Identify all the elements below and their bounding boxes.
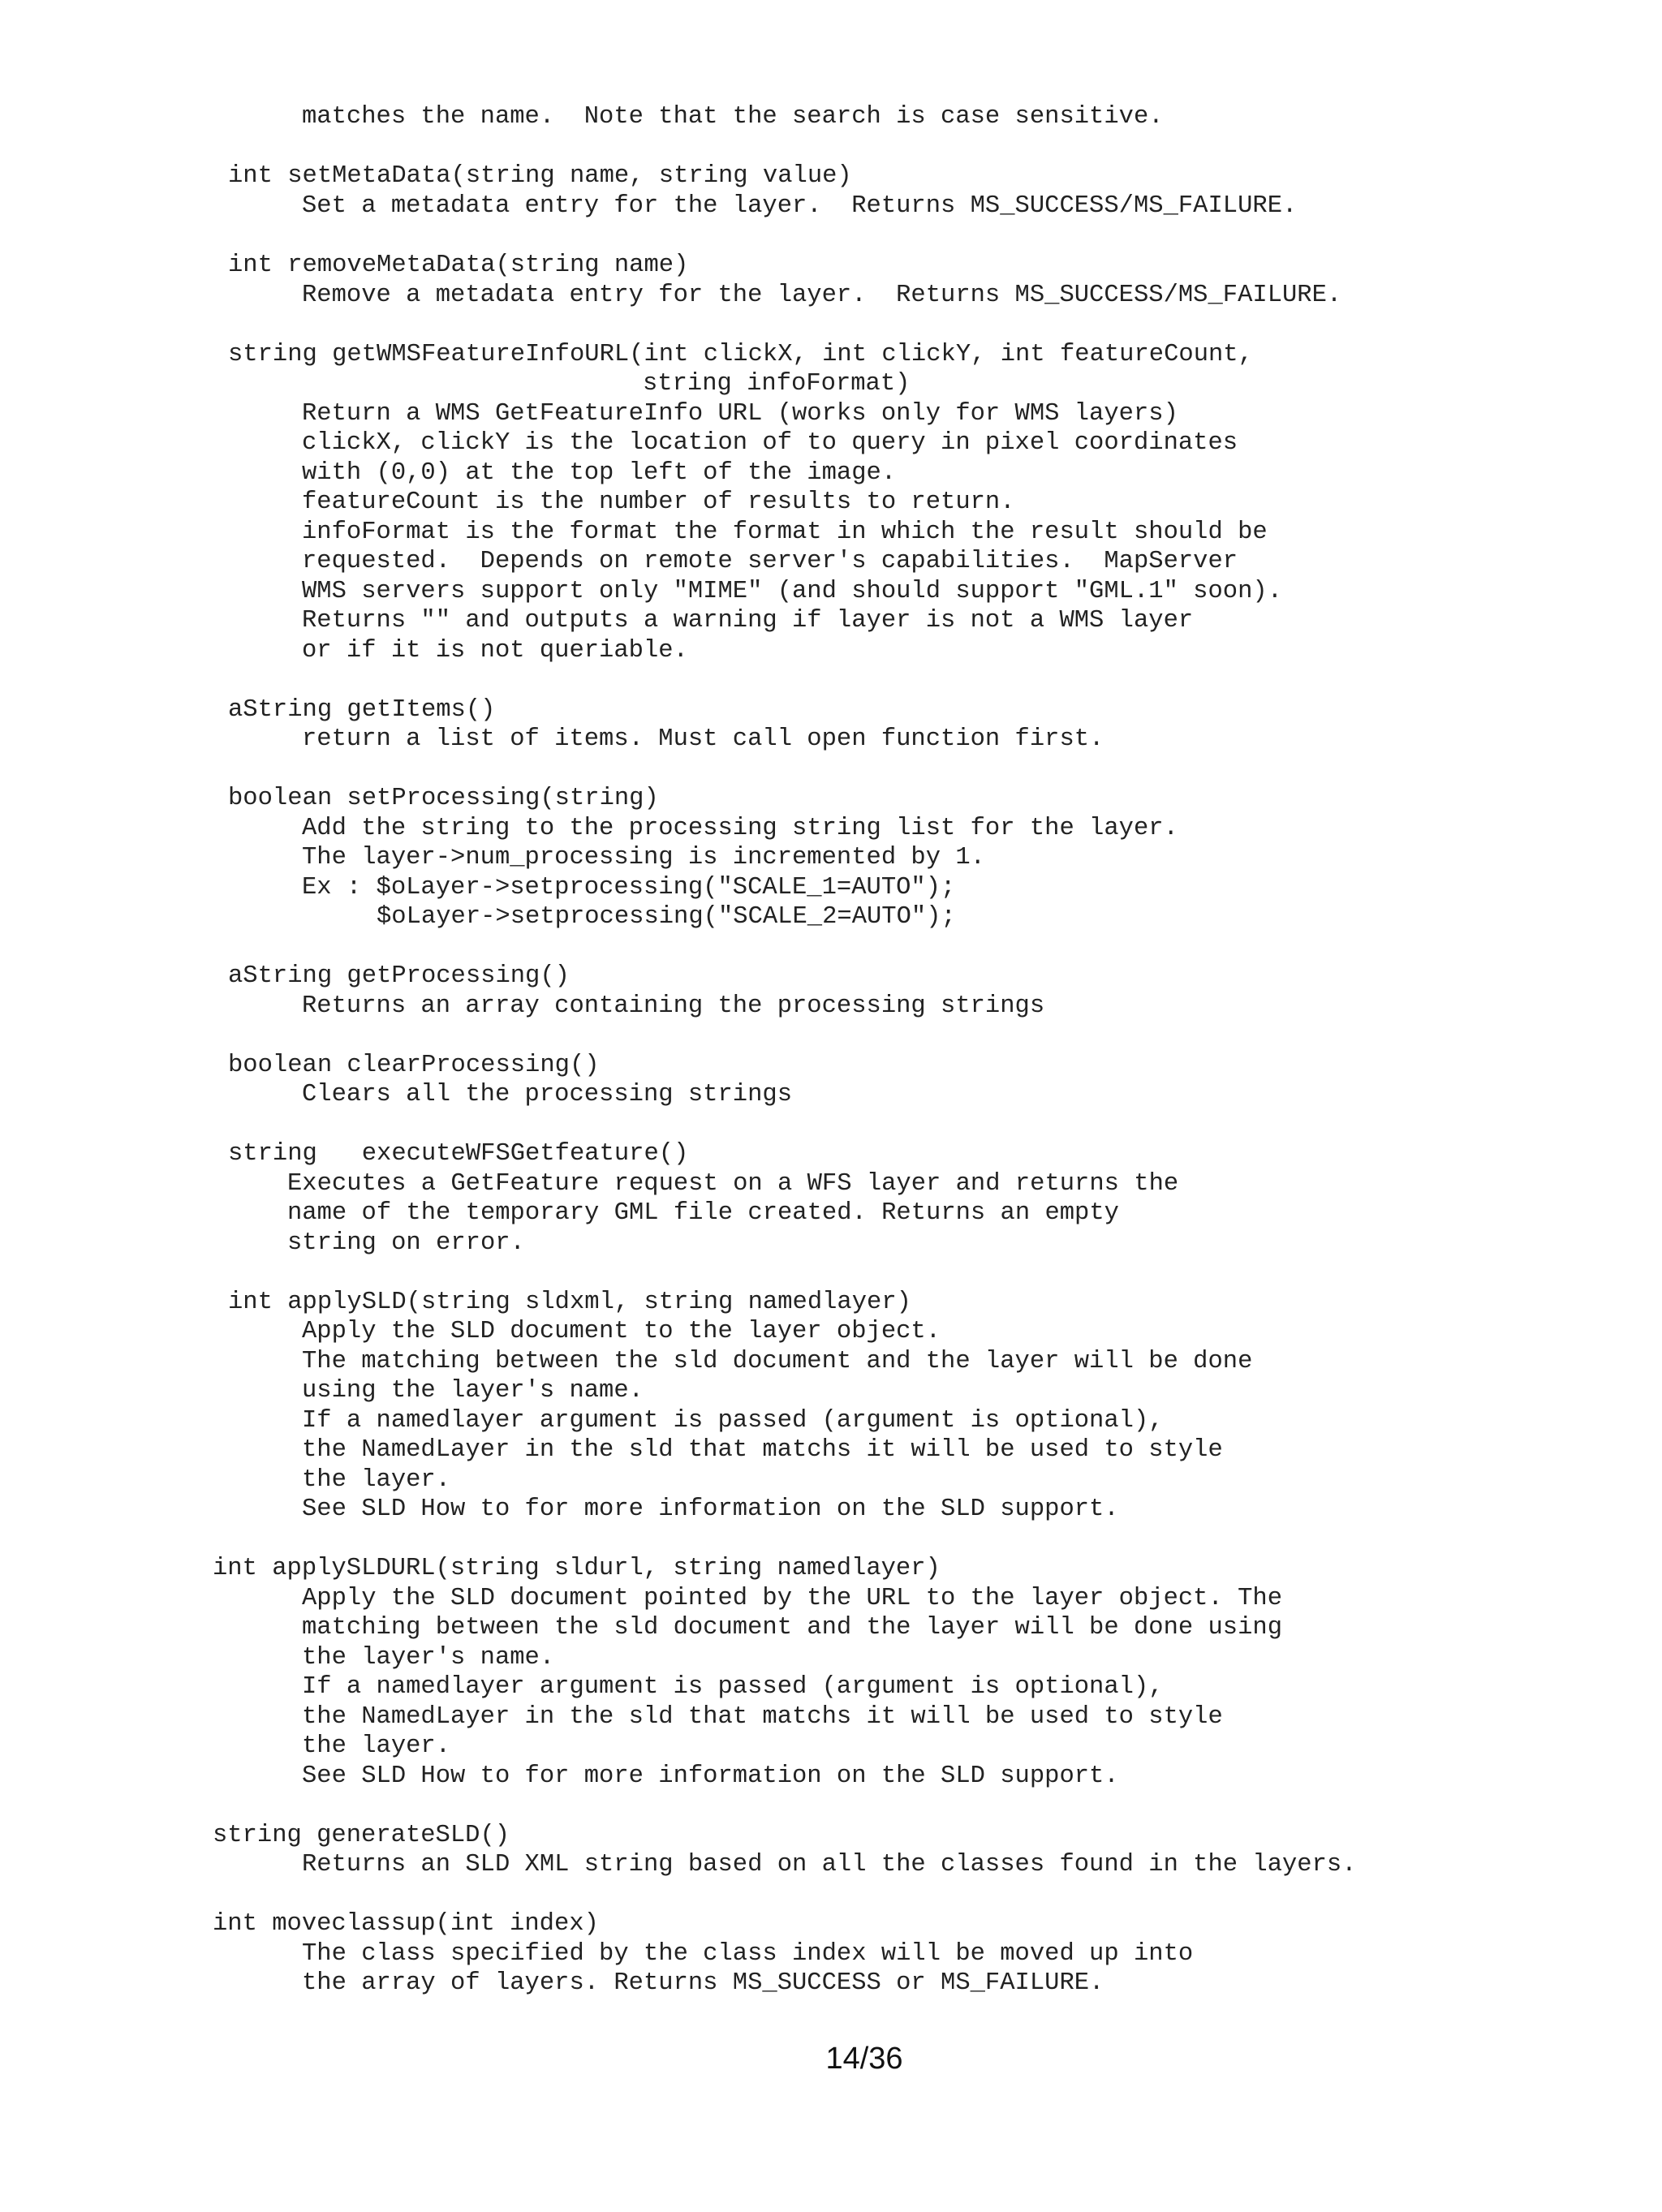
description-line: string on error. (287, 1229, 525, 1257)
description-line: the NamedLayer in the sld that matchs it will be used to style (302, 1436, 1223, 1464)
method-signature: aString getItems() (228, 696, 496, 724)
method-signature: boolean clearProcessing() (228, 1052, 600, 1079)
description-line: If a namedlayer argument is passed (argument is optional), (302, 1407, 1164, 1435)
description-line: Add the string to the processing string list for the layer. (302, 815, 1178, 842)
description-line: name of the temporary GML file created. Returns an empty (287, 1199, 1119, 1227)
page-number: 14/36 (825, 2042, 903, 2076)
description-line: infoFormat is the format the format in which the result should be (302, 519, 1268, 546)
description-line: with (0,0) at the top left of the image. (302, 459, 897, 487)
description-line: The layer->num_processing is incremented by 1. (302, 844, 985, 871)
method-signature: string executeWFSGetfeature() (228, 1140, 689, 1168)
method-signature: int applySLD(string sldxml, string namedlayer) (228, 1289, 911, 1316)
description-line: requested. Depends on remote server's capabilities. MapServer (302, 548, 1238, 575)
method-signature: int removeMetaData(string name) (228, 252, 689, 279)
description-line: See SLD How to for more information on the SLD support. (302, 1495, 1119, 1523)
description-line: matching between the sld document and the layer will be done using (302, 1614, 1282, 1642)
description-line: the layer's name. (302, 1644, 555, 1672)
method-signature: aString getProcessing() (228, 962, 570, 990)
description-line: The class specified by the class index will be moved up into (302, 1940, 1194, 1968)
description-line: Set a metadata entry for the layer. Returns MS_SUCCESS/MS_FAILURE. (302, 192, 1298, 220)
description-line: or if it is not queriable. (302, 637, 688, 665)
description-line: The matching between the sld document and the layer will be done (302, 1348, 1253, 1375)
method-signature: string getWMSFeatureInfoURL(int clickX, int clickY, int featureCount, (228, 341, 1253, 368)
method-signature: int applySLDURL(string sldurl, string namedlayer) (213, 1555, 941, 1582)
method-signature-continuation: string infoFormat) (643, 370, 911, 398)
method-signature: string generateSLD() (213, 1822, 510, 1849)
description-line: Returns an SLD XML string based on all the classes found in the layers. (302, 1851, 1357, 1878)
description-line: Clears all the processing strings (302, 1081, 792, 1108)
description-line: If a namedlayer argument is passed (argument is optional), (302, 1673, 1164, 1701)
description-line: the array of layers. Returns MS_SUCCESS or MS_FAILURE. (302, 1969, 1104, 1997)
description-line: Returns an array containing the processing strings (302, 992, 1045, 1020)
description-line: the NamedLayer in the sld that matchs it will be used to style (302, 1703, 1223, 1731)
method-signature: int setMetaData(string name, string value) (228, 162, 852, 190)
description-line: Apply the SLD document to the layer object. (302, 1318, 941, 1345)
description-line: Returns "" and outputs a warning if layer is not a WMS layer (302, 607, 1194, 635)
description-line: Remove a metadata entry for the layer. Returns MS_SUCCESS/MS_FAILURE. (302, 282, 1342, 309)
method-signature: int moveclassup(int index) (213, 1910, 599, 1938)
description-line: clickX, clickY is the location of to query in pixel coordinates (302, 429, 1238, 457)
description-line: $oLayer->setprocessing("SCALE_2=AUTO"); (377, 903, 956, 931)
description-line: Apply the SLD document pointed by the URL to the layer object. The (302, 1585, 1282, 1612)
description-line: Executes a GetFeature request on a WFS layer and returns the (287, 1170, 1179, 1198)
description-line: Return a WMS GetFeatureInfo URL (works only for WMS layers) (302, 400, 1178, 428)
description-line: matches the name. Note that the search is case sensitive. (302, 103, 1164, 131)
description-line: return a list of items. Must call open function first. (302, 725, 1104, 753)
description-line: featureCount is the number of results to return. (302, 488, 1015, 516)
description-line: WMS servers support only "MIME" (and should support "GML.1" soon). (302, 578, 1282, 605)
description-line: Ex : $oLayer->setprocessing("SCALE_1=AUTO"); (302, 874, 956, 902)
method-signature: boolean setProcessing(string) (228, 785, 659, 812)
description-line: using the layer's name. (302, 1377, 644, 1405)
description-line: the layer. (302, 1466, 451, 1494)
description-line: the layer. (302, 1732, 451, 1760)
description-line: See SLD How to for more information on the SLD support. (302, 1762, 1119, 1790)
